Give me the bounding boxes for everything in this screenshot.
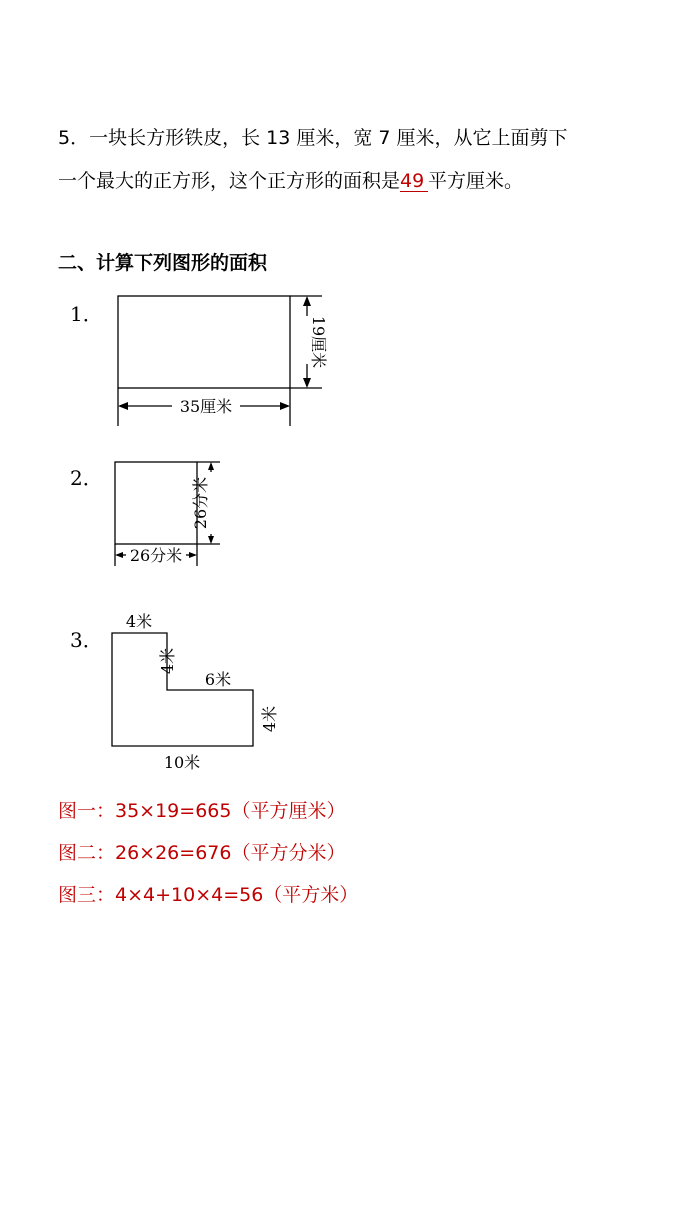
question-5-line-2-prefix: 一个最大的正方形，这个正方形的面积是 <box>58 170 401 192</box>
solution-figure-1: 图一：35×19=665（平方厘米） <box>58 800 346 822</box>
figure-3-inner-vertical-label: 4米 <box>158 647 177 675</box>
figure-2-arrow-right <box>189 552 197 558</box>
figure-2-width-label: 26分米 <box>129 546 183 565</box>
question-5-answer: 49 <box>400 171 428 192</box>
figure-3-number: 3． <box>70 628 103 652</box>
figure-3-bottom-label: 10米 <box>163 753 201 772</box>
figure-2-height-label: 26分米 <box>191 476 210 530</box>
figure-2-square <box>115 462 197 544</box>
figure-1-arrow-right <box>280 402 290 410</box>
question-5-line-1: 5．一块长方形铁皮，长 13 厘米，宽 7 厘米，从它上面剪下 <box>58 127 568 149</box>
figure-1-arrow-down <box>303 378 311 388</box>
figure-1-number: 1． <box>70 302 103 326</box>
figure-1-rectangle <box>118 296 290 388</box>
figure-2-arrow-up <box>208 462 214 470</box>
solution-figure-3: 图三：4×4+10×4=56（平方米） <box>58 884 359 906</box>
solution-figure-2: 图二：26×26=676（平方分米） <box>58 842 346 864</box>
question-5-line-2 <box>58 169 523 193</box>
figure-2-number: 2． <box>70 466 103 490</box>
figure-2-arrow-down <box>208 536 214 544</box>
figure-3-top-label: 4米 <box>125 612 153 631</box>
question-5-line-2-suffix: 平方厘米。 <box>428 170 524 192</box>
figure-3-step-label: 6米 <box>204 670 232 689</box>
figure-1-width-label: 35厘米 <box>179 397 233 416</box>
figure-1-arrow-up <box>303 296 311 306</box>
section-2-title: 二、计算下列图形的面积 <box>58 252 268 274</box>
figure-1-height-label: 19厘米 <box>309 315 328 369</box>
figure-2-arrow-left <box>115 552 123 558</box>
figure-3-right-label: 4米 <box>260 705 279 733</box>
figure-3-l-shape <box>112 633 253 746</box>
figure-1-arrow-left <box>118 402 128 410</box>
